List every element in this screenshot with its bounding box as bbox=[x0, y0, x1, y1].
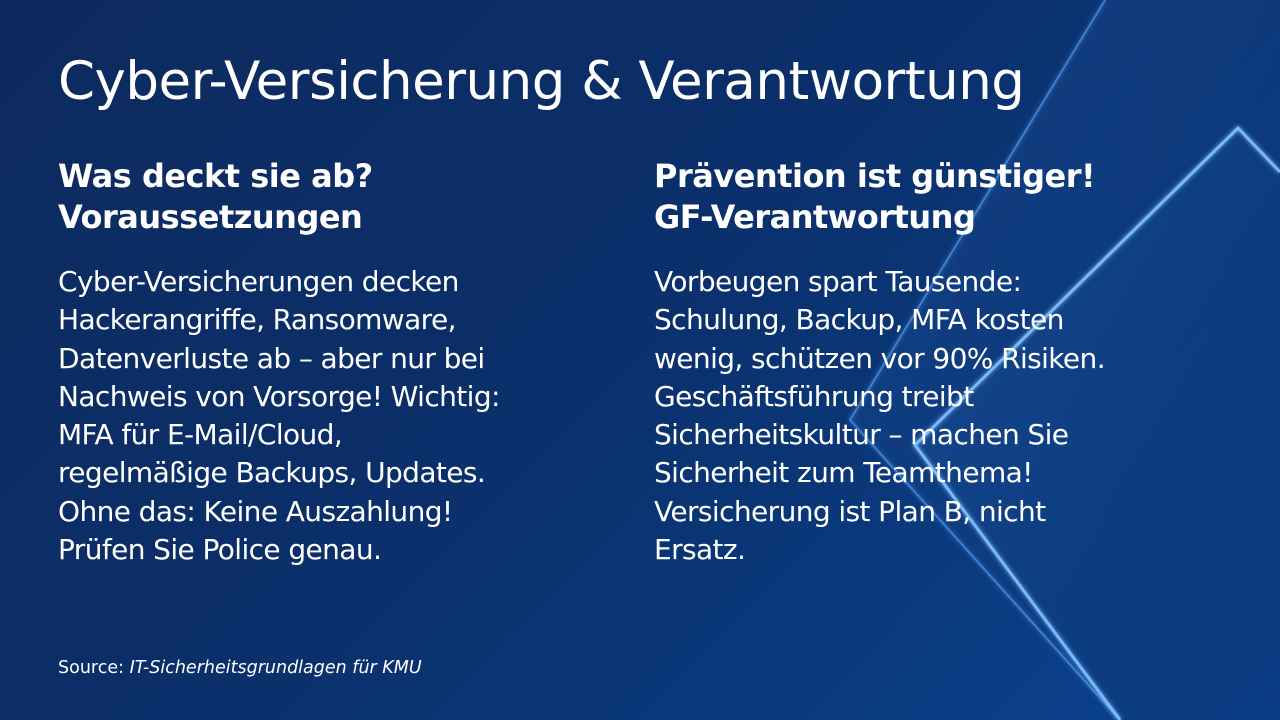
source-citation bbox=[58, 656, 422, 680]
right-body-line: Ersatz. bbox=[654, 533, 746, 567]
left-body-line: Datenverluste ab – aber nur bei bbox=[58, 341, 485, 375]
right-heading-line: GF-Verantwortung bbox=[654, 198, 976, 236]
right-heading-line: Prävention ist günstiger! bbox=[654, 157, 1096, 195]
right-body-line: Versicherung ist Plan B, nicht bbox=[654, 494, 1046, 528]
left-body-line: MFA für E-Mail/Cloud, bbox=[58, 418, 343, 452]
right-body-line: Sicherheitskultur – machen Sie bbox=[654, 418, 1069, 452]
right-column bbox=[654, 156, 1214, 569]
left-body-line: Prüfen Sie Police genau. bbox=[58, 533, 382, 567]
source-prefix: Source: bbox=[58, 658, 130, 678]
left-column-body bbox=[58, 263, 618, 569]
right-body-line: Geschäftsführung treibt bbox=[654, 379, 974, 413]
left-body-line: Cyber-Versicherungen decken bbox=[58, 265, 459, 298]
right-body-line: Sicherheit zum Teamthema! bbox=[654, 456, 1033, 490]
left-body-line: Ohne das: Keine Auszahlung! bbox=[58, 494, 453, 528]
right-body-line: wenig, schützen vor 90% Risiken. bbox=[654, 341, 1105, 375]
left-column bbox=[58, 156, 618, 569]
source-text: IT-Sicherheitsgrundlagen für KMU bbox=[129, 658, 422, 678]
left-body-line: regelmäßige Backups, Updates. bbox=[58, 456, 486, 490]
right-body-line: Schulung, Backup, MFA kosten bbox=[654, 303, 1064, 337]
right-column-heading bbox=[654, 156, 1214, 238]
left-column-heading bbox=[58, 156, 618, 238]
page-title: Cyber-Versicherung & Verantwortung bbox=[58, 51, 1025, 112]
left-body-line: Hackerangriffe, Ransomware, bbox=[58, 303, 456, 337]
left-heading-line: Voraussetzungen bbox=[58, 198, 363, 236]
right-column-body bbox=[654, 263, 1214, 569]
right-body-line: Vorbeugen spart Tausende: bbox=[654, 265, 1022, 298]
left-body-line: Nachweis von Vorsorge! Wichtig: bbox=[58, 379, 500, 413]
left-heading-line: Was deckt sie ab? bbox=[58, 157, 373, 195]
